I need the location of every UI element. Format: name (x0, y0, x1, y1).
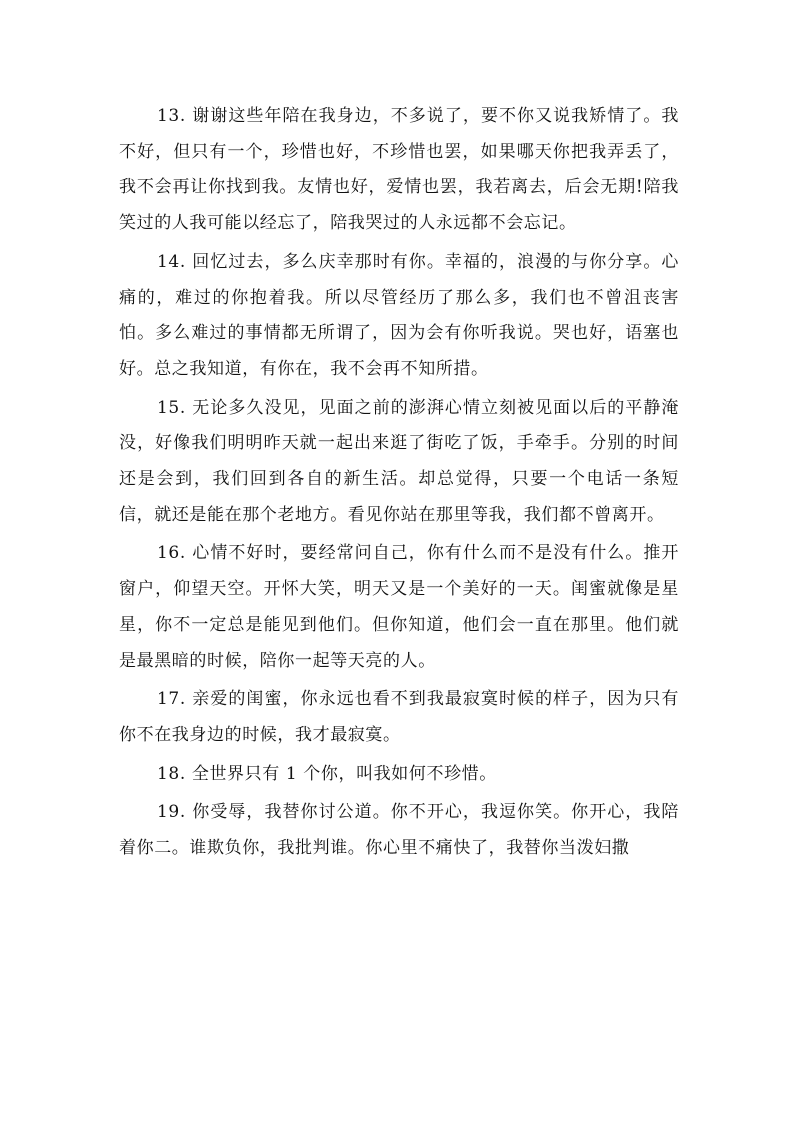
paragraph-number: 17. (157, 689, 186, 710)
paragraph-text: 无论多久没见，见面之前的澎湃心情立刻被见面以后的平静淹没，好像我们明明昨天就一起出来逛了街吃了饭，手牵手。分别的时间还是会到，我们回到各自的新生活。却总觉得，只要一个电话一条短信，就还是能在那个老地方。看见你站在那里等我，我们都不曾离开。 (119, 397, 679, 525)
paragraph-number: 15. (157, 397, 186, 418)
paragraph-text: 心情不好时，要经常问自己，你有什么而不是没有什么。推开窗户，仰望天空。开怀大笑，明天又是一个美好的一天。闺蜜就像是星星，你不一定总是能见到他们。但你知道，他们会一直在那里。他们就是最黑暗的时候，陪你一起等天亮的人。 (119, 543, 679, 671)
document-body (119, 99, 679, 870)
paragraph-19 (119, 795, 679, 866)
paragraph-13 (119, 99, 679, 242)
paragraph-15 (119, 391, 679, 534)
paragraph-number: 18. (157, 763, 186, 784)
paragraph-number: 14. (157, 251, 186, 272)
paragraph-text: 全世界只有 1 个你，叫我如何不珍惜。 (191, 763, 497, 784)
paragraph-17 (119, 682, 679, 753)
paragraph-number: 16. (157, 543, 186, 564)
paragraph-18 (119, 757, 679, 793)
paragraph-text: 回忆过去，多么庆幸那时有你。幸福的，浪漫的与你分享。心痛的，难过的你抱着我。所以尽管经历了那么多，我们也不曾沮丧害怕。多么难过的事情都无所谓了，因为会有你听我说。哭也好，语塞也好。总之我知道，有你在，我不会再不知所措。 (119, 251, 679, 379)
paragraph-number: 19. (157, 802, 186, 823)
paragraph-14 (119, 245, 679, 388)
paragraph-text: 亲爱的闺蜜，你永远也看不到我最寂寞时候的样子，因为只有你不在我身边的时候，我才最寂寞。 (119, 689, 679, 745)
paragraph-text: 你受辱，我替你讨公道。你不开心，我逗你笑。你开心，我陪着你二。谁欺负你，我批判谁。你心里不痛快了，我替你当泼妇撒 (119, 802, 679, 859)
paragraph-text: 谢谢这些年陪在我身边，不多说了，要不你又说我矫情了。我不好，但只有一个，珍惜也好，不珍惜也罢，如果哪天你把我弄丢了，我不会再让你找到我。友情也好，爱情也罢，我若离去，后会无期!陪我笑过的人我可能以经忘了，陪我哭过的人永远都不会忘记。 (119, 106, 679, 234)
paragraph-number: 13. (157, 106, 186, 126)
paragraph-16 (119, 536, 679, 679)
